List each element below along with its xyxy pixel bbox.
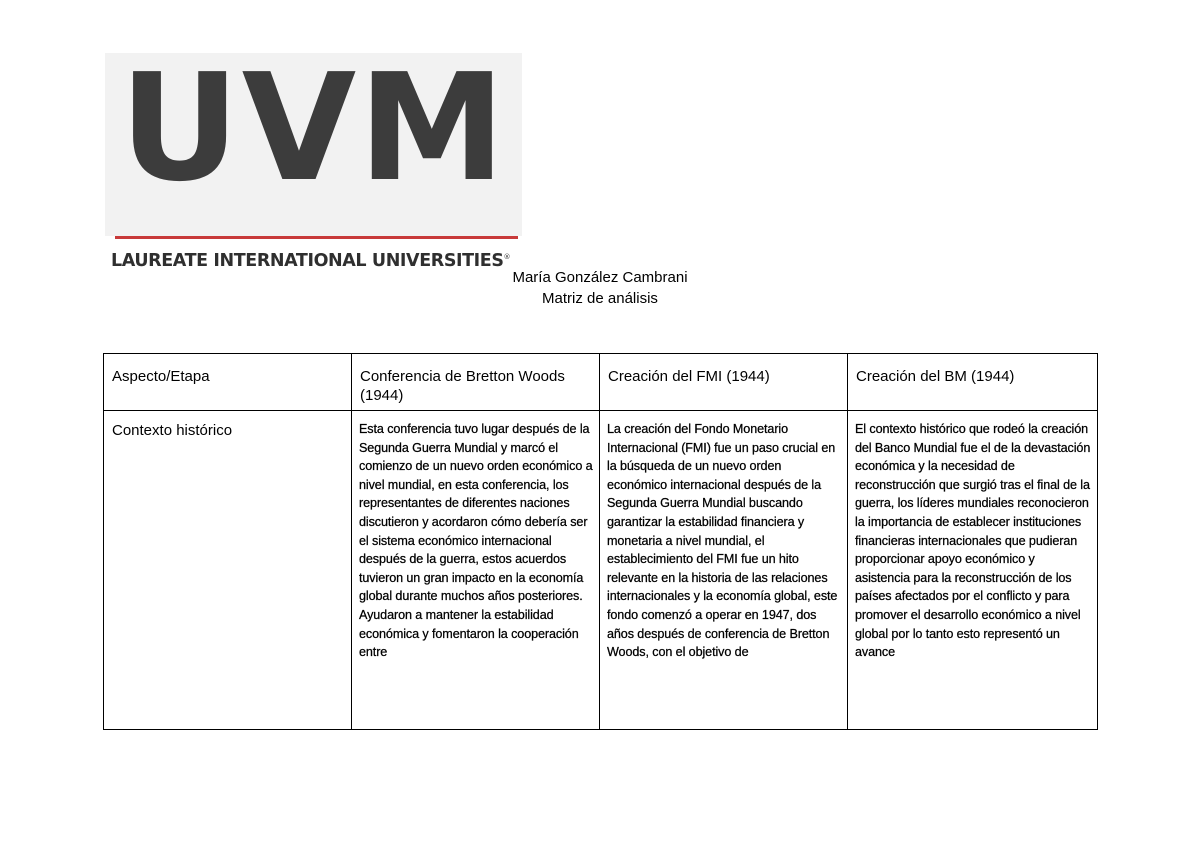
- document-heading: [0, 267, 1200, 309]
- table-header-cell: [352, 354, 600, 411]
- header-fmi: Creación del FMI (1944): [608, 368, 770, 385]
- table-cell: [600, 411, 848, 730]
- trademark-symbol: ®: [503, 253, 511, 262]
- analysis-matrix-table: [103, 353, 1098, 730]
- uvm-logo: [105, 42, 522, 271]
- cell-fmi-context: La creación del Fondo Monetario Internacional (FMI) fue un paso crucial en la búsqueda de un nuevo orden económico internacional después de la Segunda Guerra Mundial buscando garantizar la estabilidad financiera y monetaria a nivel mundial, el establecimiento del FMI fue un hito relevante en la historia de las relaciones internacionales y la economía global, este fondo comenzó a operar en 1947, dos años después de conferencia de Bretton Woods, con el objetivo de: [607, 422, 838, 660]
- table-cell: [848, 411, 1098, 730]
- table-cell: [352, 411, 600, 730]
- header-bretton-woods: Conferencia de Bretton Woods (1944): [360, 368, 565, 404]
- logo-red-rule: [115, 236, 518, 239]
- table-header-cell: [600, 354, 848, 411]
- cell-bm-context: El contexto histórico que rodeó la creación del Banco Mundial fue el de la devastación económica y la necesidad de reconstrucción que surgió tras el final de la guerra, los líderes mundiales reconocieron la importancia de establecer instituciones financieras internacionales que pudieran proporcionar apoyo económico y asistencia para la reconstrucción de los países afectados por el conflicto y para promover el desarrollo económico a nivel global por lo tanto esto representó un avance: [855, 422, 1091, 660]
- document-title: Matriz de análisis: [542, 290, 658, 307]
- logo-tagline-text: LAUREATE INTERNATIONAL UNIVERSITIES: [111, 251, 504, 271]
- cell-bretton-woods-context: Esta conferencia tuvo lugar después de la Segunda Guerra Mundial y marcó el comienzo de un nuevo orden económico a nivel mundial, en esta conferencia, los representantes de diferentes naciones discutieron y acordaron cómo debería ser el sistema económico internacional después de la guerra, estos acuerdos tuvieron un gran impacto en la economía global durante muchos años posteriores. Ayudaron a mantener la estabilidad económica y fomentaron la cooperación entre: [359, 422, 593, 660]
- header-aspect-etapa: Aspecto/Etapa: [112, 368, 210, 385]
- table-cell: [104, 411, 352, 730]
- author-name: María González Cambrani: [512, 269, 688, 286]
- table-header-cell: [848, 354, 1098, 411]
- table-header-cell: [104, 354, 352, 411]
- table-header-row: [104, 354, 1098, 411]
- table-row: [104, 411, 1098, 730]
- header-bm: Creación del BM (1944): [856, 368, 1015, 385]
- logo-wordmark: UVM: [119, 42, 508, 214]
- row-label-contexto-historico: Contexto histórico: [112, 422, 233, 439]
